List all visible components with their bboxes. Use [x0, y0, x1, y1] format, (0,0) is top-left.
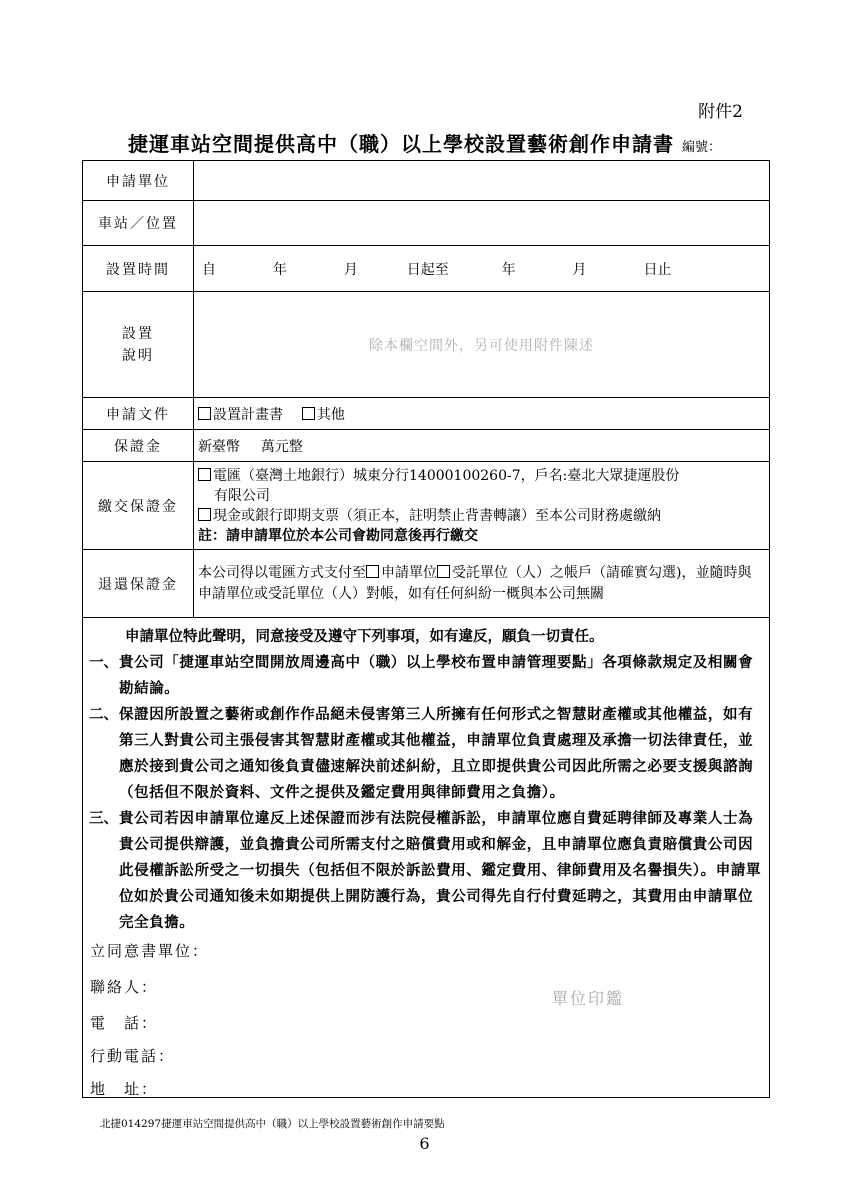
declaration-clause-2 — [89, 702, 763, 806]
period-month1: 月 — [343, 261, 358, 278]
cash-check-text: 現金或銀行即期支票（須正本，註明禁止背書轉讓）至本公司財務處繳納 — [213, 507, 661, 524]
row-period — [83, 246, 770, 292]
refund-field — [194, 550, 770, 618]
deposit-currency: 新臺幣 — [198, 438, 240, 455]
payment-option-cash — [198, 506, 765, 526]
signing-unit-label: 立同意書單位： — [90, 942, 210, 960]
documents-label: 申請文件 — [83, 398, 194, 430]
deposit-label: 保證金 — [83, 430, 194, 462]
clause-2-number: 二、 — [89, 706, 118, 723]
payment-label: 繳交保證金 — [83, 462, 194, 550]
period-from: 自 — [202, 261, 216, 278]
contact-person-label: 聯絡人： — [90, 978, 159, 996]
description-label: 設置 說明 — [83, 292, 194, 398]
payment-field — [194, 462, 770, 550]
row-payment — [83, 462, 770, 550]
plan-checkbox[interactable] — [198, 407, 211, 420]
declaration-intro: 申請單位特此聲明，同意接受及遵守下列事項，如有違反，願負一切責任。 — [125, 628, 604, 645]
plan-option-label: 設置計畫書 — [213, 406, 283, 423]
row-documents — [83, 398, 770, 430]
row-applicant — [83, 161, 770, 201]
unit-seal-placeholder: 單位印鑑 — [552, 989, 625, 1008]
station-label: 車站／位置 — [83, 201, 194, 246]
period-year1: 年 — [272, 261, 287, 278]
row-description — [83, 292, 770, 398]
period-day-from: 日起至 — [406, 261, 449, 278]
clause-3-text: 貴公司若因申請單位違反上述保證而涉有法院侵權訴訟，申請單位應自費延聘律師及專業人士為貴公司提供辯護，並負擔貴公司所需支付之賠償費用或和解金，且申請單位應負責賠償貴公司因此侵權訴訟所受之一切損失（包括但不限於訴訟費用、鑑定費用、律師費用及名譽損失）。申請單位如於貴公司通知後未如期提供上開防護行為，貴公司得先自行付費延聘之，其費用由申請單位完全負擔。 — [119, 810, 762, 931]
payment-option-wire — [198, 466, 765, 486]
refund-applicant-label: 申請單位 — [381, 564, 437, 581]
refund-label: 退還保證金 — [83, 550, 194, 618]
row-deposit — [83, 430, 770, 462]
period-label: 設置時間 — [83, 246, 194, 292]
applicant-label: 申請單位 — [83, 161, 194, 201]
period-day-to: 日止 — [643, 261, 672, 278]
cash-check-checkbox[interactable] — [198, 508, 211, 521]
serial-number-label: 編號： — [681, 140, 721, 155]
payment-note: 註：請申請單位於本公司會勘同意後再行繳交 — [198, 527, 478, 544]
row-declaration — [83, 618, 770, 1098]
form-title: 捷運車站空間提供高中（職）以上學校設置藝術創作申請書 — [127, 132, 674, 156]
description-hint[interactable]: 除本欄空間外，另可使用附件陳述 — [194, 292, 770, 398]
address-label: 地 址： — [90, 1080, 159, 1098]
wire-transfer-text: 電匯（臺灣土地銀行）城東分行14000100260-7，戶名:臺北大眾捷運股份 — [213, 467, 680, 484]
period-field[interactable] — [194, 246, 770, 292]
wire-transfer-checkbox[interactable] — [198, 468, 211, 481]
declaration-clause-3 — [89, 806, 763, 936]
deposit-field[interactable] — [194, 430, 770, 462]
other-option-label: 其他 — [316, 406, 345, 423]
declaration-cell — [83, 618, 770, 1098]
page-number: 6 — [419, 1134, 430, 1153]
applicant-field[interactable] — [194, 161, 770, 201]
refund-applicant-checkbox[interactable] — [366, 565, 379, 578]
deposit-unit: 萬元整 — [260, 438, 303, 455]
period-month2: 月 — [572, 261, 587, 278]
title-row — [0, 128, 849, 157]
documents-field — [194, 398, 770, 430]
refund-text-a: 本公司得以電匯方式支付至 — [198, 564, 366, 581]
clause-3-number: 三、 — [89, 810, 118, 827]
footer-reference: 北捷014297捷運車站空間提供高中（職）以上學校設置藝術創作申請要點 — [100, 1118, 445, 1130]
annex-label: 附件2 — [698, 102, 743, 122]
wire-transfer-text-cont: 有限公司 — [214, 487, 270, 504]
row-station — [83, 201, 770, 246]
other-checkbox[interactable] — [302, 407, 315, 420]
phone-label: 電 話： — [90, 1014, 159, 1032]
clause-2-text: 保證因所設置之藝術或創作作品絕未侵害第三人所擁有任何形式之智慧財產權或其他權益，如有第三人對貴公司主張侵害其智慧財產權或其他權益，申請單位負責處理及承擔一切法律責任，並應於接到貴公司之通知後負責儘速解決前述糾紛，且立即提供貴公司因此所需之必要支援與諮詢（包括但不限於資料、文件之提供及鑑定費用與律師費用之負擔）。 — [119, 706, 754, 801]
declaration-clause-1 — [89, 650, 763, 702]
station-field[interactable] — [194, 201, 770, 246]
clause-1-text: 貴公司「捷運車站空間開放周邊高中（職）以上學校布置申請管理要點」各項條款規定及相關會勘結論。 — [119, 654, 754, 697]
row-refund — [83, 550, 770, 618]
period-year2: 年 — [501, 261, 516, 278]
clause-1-number: 一、 — [89, 654, 118, 671]
refund-trustee-checkbox[interactable] — [437, 565, 450, 578]
refund-trustee-text: 受託單位（人）之帳戶（請確實勾選)，並隨時與申請單位或受託單位（人）對帳，如有任何糾紛一概與本公司無關 — [198, 564, 752, 602]
mobile-label: 行動電話： — [90, 1047, 176, 1065]
